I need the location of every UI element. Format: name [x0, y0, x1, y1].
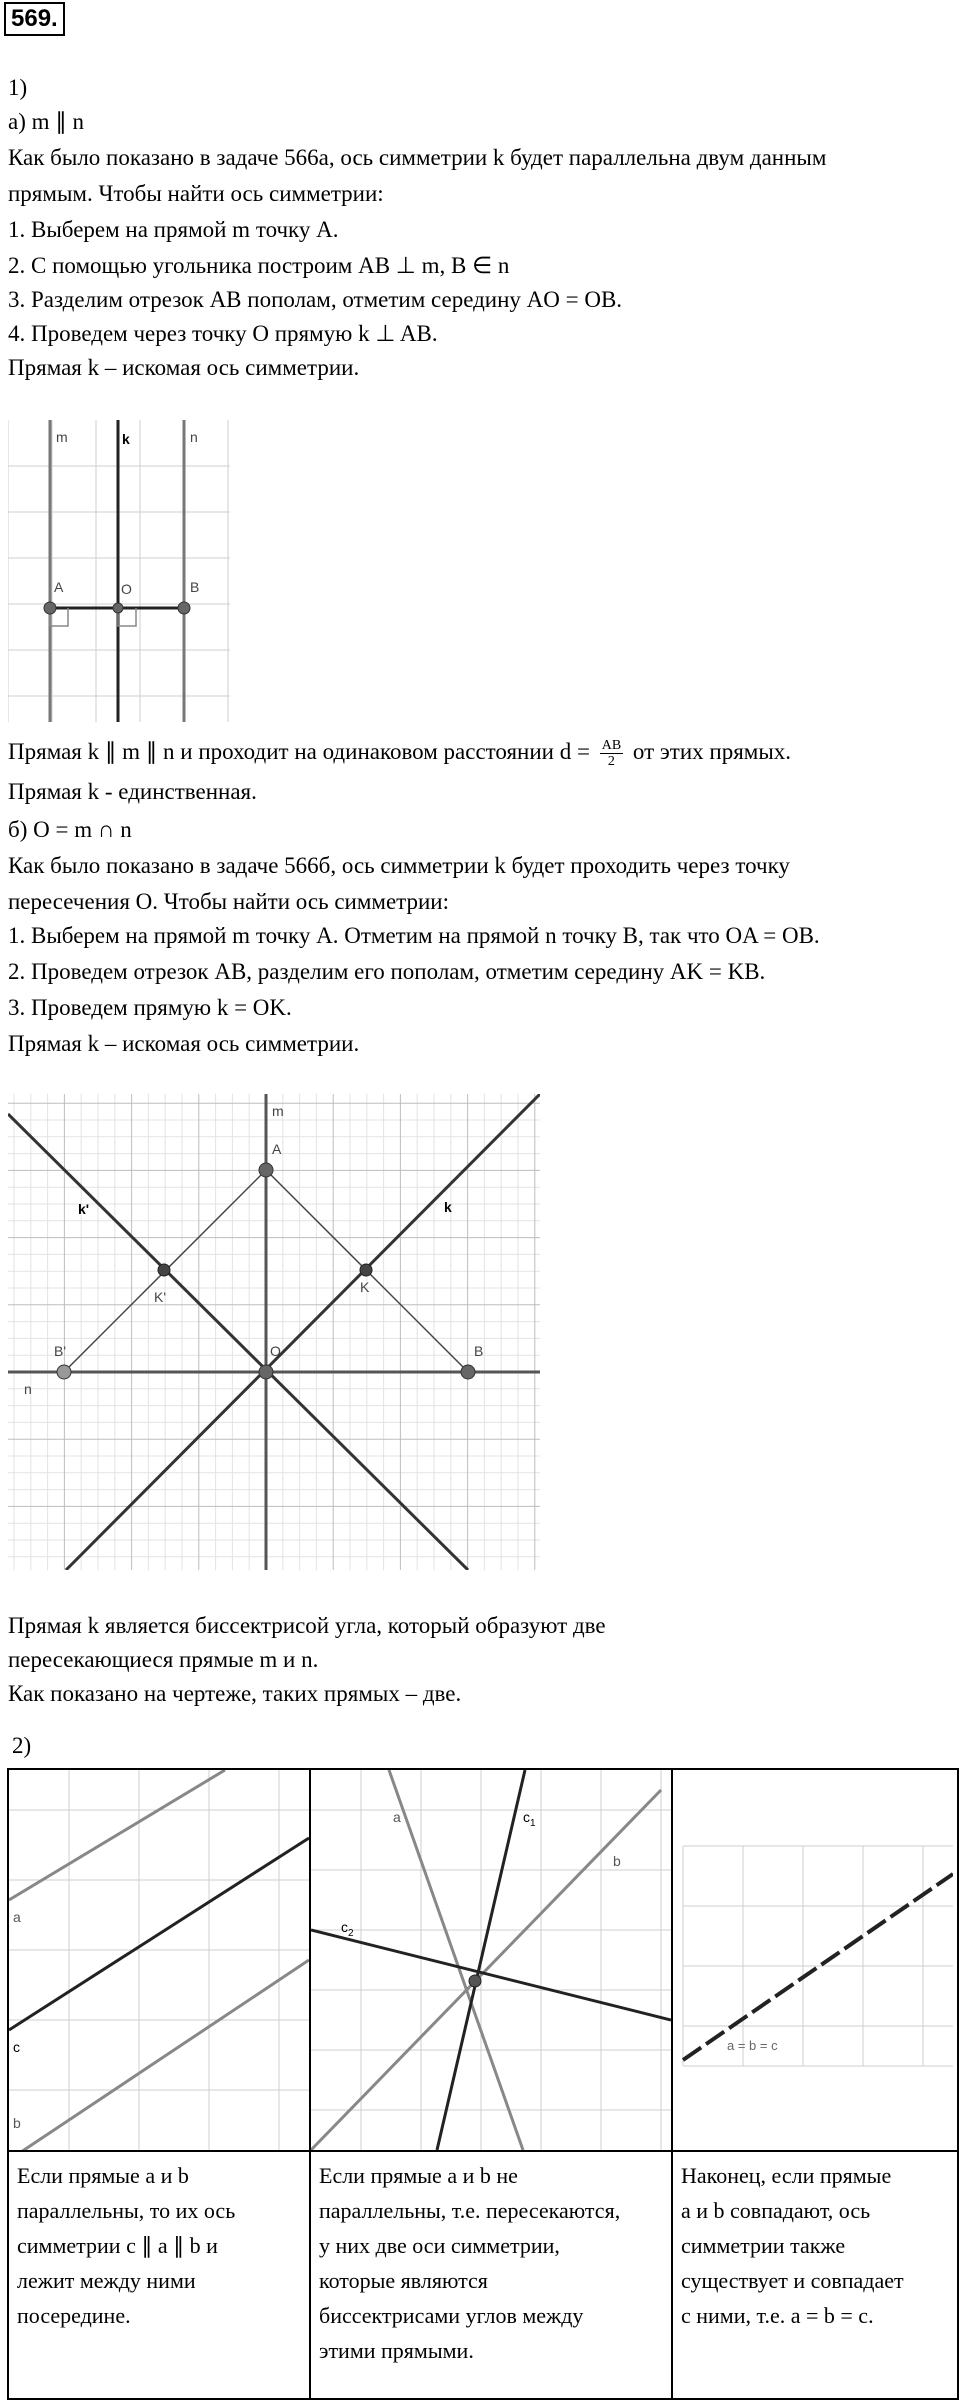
line-k-prime [8, 1114, 468, 1570]
label-K-prime: K' [154, 1289, 167, 1305]
label-k-prime: k' [78, 1201, 90, 1217]
point-A [44, 602, 56, 614]
point-B [178, 602, 190, 614]
label-O: O [270, 1343, 281, 1359]
point-O [259, 1365, 273, 1379]
label-b: b [13, 2115, 21, 2131]
label-K: K [360, 1279, 370, 1295]
cell-text-parallel: Если прямые a и b параллельны, то их ось симметрии c ∥ a ∥ b и лежит между ними посередине. [8, 2151, 310, 2399]
label-b: b [613, 1853, 621, 1869]
point-B-prime [57, 1365, 71, 1379]
figure-parallel-lines [8, 420, 230, 722]
label-m: m [272, 1103, 284, 1119]
part-a-conclusion: Прямая k ∥ m ∥ n и проходит на одинаковом расстоянии d = $\frac{AB}{2}$ от этих прямых. [8, 738, 792, 770]
part2-label: 2) [12, 1733, 32, 1758]
point-A [259, 1163, 273, 1177]
label-B-prime: B' [54, 1343, 67, 1359]
part-a-unique: Прямая k - единственная. [8, 779, 257, 804]
part-b-line: Прямая k – искомая ось симметрии. [8, 1031, 360, 1056]
part-a-line: Прямая k – искомая ось симметрии. [8, 355, 360, 380]
line-b [9, 1960, 309, 2150]
point-B [461, 1365, 475, 1379]
label-a: a [13, 1909, 21, 1925]
part1-label: 1) [8, 75, 28, 100]
intersection-point [469, 1975, 481, 1987]
problem-number: 569. [4, 2, 65, 36]
part-a-line: 3. Разделим отрезок AB пополам, отметим середину AO = OB. [8, 287, 623, 312]
part-b-heading: б) O = m ∩ n [8, 817, 132, 842]
line-a-b-c [683, 1874, 953, 2060]
label-n: n [190, 429, 198, 445]
label-O: O [121, 581, 132, 597]
figure-coinciding-lines [673, 1770, 953, 2150]
part-b-line: 1. Выберем на прямой m точку A. Отметим на прямой n точку B, так что OA = OB. [8, 923, 820, 948]
part-a-line: прямым. Чтобы найти ось симметрии: [8, 181, 384, 206]
cell-text-coinciding: Наконец, если прямые a и b совпадают, ось симметрии также существует и совпадает с ними, т.е. a = b = c. [672, 2151, 958, 2399]
figure-intersecting-lines [8, 1094, 540, 1570]
part-b-line: пересечения O. Чтобы найти ось симметрии: [8, 889, 449, 914]
label-k: k [444, 1199, 452, 1215]
label-B: B [474, 1343, 484, 1359]
line-a [389, 1770, 523, 2150]
part-a-line: Как было показано в задаче 566а, ось симметрии k будет параллельна двум данным [8, 145, 827, 170]
point-K-prime [158, 1264, 170, 1276]
part2-table [7, 1768, 959, 2400]
part-a-heading: а) m ∥ n [8, 109, 85, 134]
part-a-line: 1. Выберем на прямой m точку A. [8, 217, 339, 242]
figure-parallel-axis [9, 1770, 309, 2150]
label-a-b-c: a = b = c [727, 2038, 778, 2053]
line-b [311, 1790, 661, 2150]
line-c2 [311, 1930, 671, 2020]
part-a-line: 4. Проведем через точку O прямую k ⊥ AB. [8, 321, 438, 346]
label-a: a [393, 1809, 401, 1825]
cell-figure-intersecting [310, 1769, 672, 2151]
label-c1: $c_1$ [523, 1809, 536, 1829]
label-n: n [24, 1381, 32, 1397]
cell-text-intersecting: Если прямые a и b не параллельны, т.е. пересекаются, у них две оси симметрии, которые являются биссектрисами углов между этими прямыми. [310, 2151, 672, 2399]
figure-two-bisectors [311, 1770, 671, 2150]
point-O [113, 603, 123, 613]
point-K [360, 1264, 372, 1276]
line-c [9, 1838, 309, 2030]
fraction-ab-2: $\frac{AB}{2}$ [601, 738, 622, 770]
part-b-line: Как было показано в задаче 566б, ось симметрии k будет проходить через точку [8, 853, 790, 878]
part-b-conclusion-line: Как показано на чертеже, таких прямых – две. [8, 1681, 462, 1706]
label-c2: $c_2$ [341, 1919, 354, 1939]
part-b-conclusion-line: Прямая k является биссектрисой угла, который образуют две [8, 1613, 606, 1638]
label-A: A [272, 1141, 282, 1157]
label-A: A [54, 579, 64, 595]
label-c: c [13, 2039, 20, 2055]
label-B: B [190, 579, 200, 595]
cell-figure-coinciding [672, 1769, 958, 2151]
part-b-conclusion-line: пересекающиеся прямые m и n. [8, 1647, 319, 1672]
part-b-line: 2. Проведем отрезок AB, разделим его пополам, отметим середину AK = KB. [8, 959, 766, 984]
cell-figure-parallel [8, 1769, 310, 2151]
part-b-line: 3. Проведем прямую k = OK. [8, 995, 292, 1020]
label-k: k [122, 431, 130, 447]
label-m: m [56, 429, 68, 445]
line-k [66, 1094, 540, 1570]
part-a-line: 2. С помощью угольника построим AB ⊥ m, B ∈ n [8, 253, 510, 278]
